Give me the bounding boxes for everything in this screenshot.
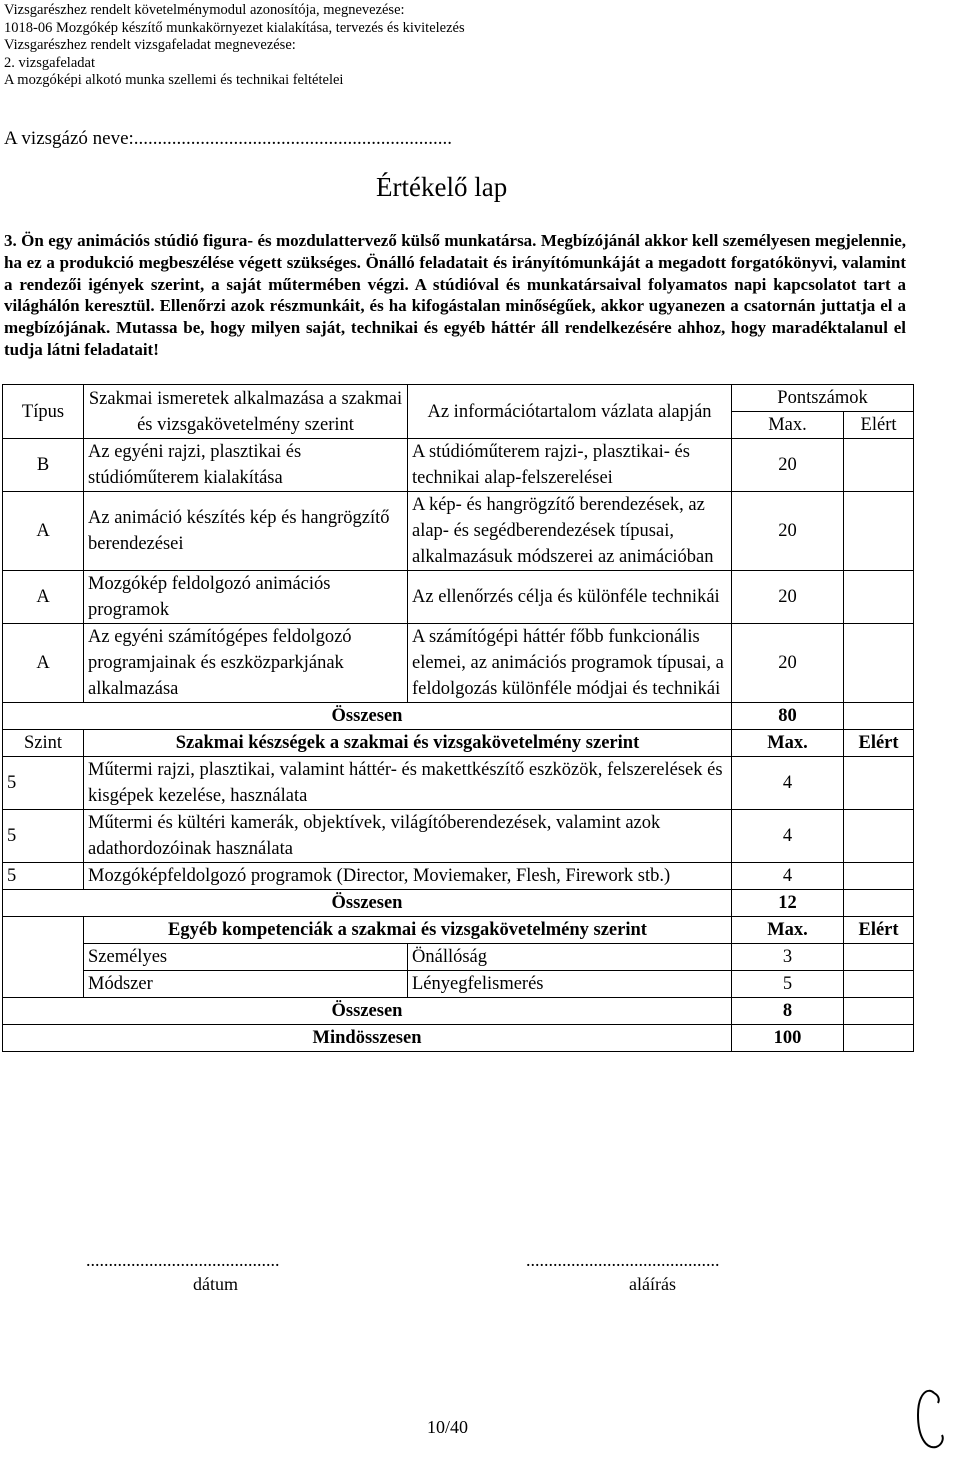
blank-cell [3,971,84,998]
row-skill: Mozgóképfeldolgozó programok (Director, Moviemaker, Flesh, Firework stb.) [84,863,732,890]
row-max: 20 [732,439,844,492]
row-competence: Önállóság [408,944,732,971]
header-info: Az információtartalom vázlata alapján [408,385,732,439]
header-line: 2. vizsgafeladat [4,54,95,71]
table-row [3,439,914,492]
row-knowledge: Mozgókép feldolgozó animációs programok [84,571,408,624]
header-max: Max. [732,917,844,944]
header-max: Max. [732,412,844,439]
header-type: Típus [3,385,84,439]
table-row [3,757,914,810]
page-number: 10/40 [427,1417,469,1437]
table-row [3,810,914,863]
header-knowledge: Szakmai ismeretek alkalmazása a szakmai és vizsgakövetelmény szerint [84,385,408,439]
row-level: 5 [3,810,84,863]
total-max: 80 [732,703,844,730]
candidate-name-line: A vizsgázó neve:................................................................... [4,128,453,149]
row-max: 3 [732,944,844,971]
total-max: 12 [732,890,844,917]
row-knowledge: Az egyéni számítógépes feldolgozó programjainak és eszközparkjának alkalmazása [84,624,408,703]
task-description: 3. Ön egy animációs stúdió figura- és mozdulattervező külső munkatársa. Megbízójánál akkor kell személyesen megjelennie, ha ez a produkció megbeszélése végett szükséges. Önálló feladatait és irányítómunkáját a megadott forgatókönyvi, valamint a rendezői igények szerint, a saját műtermében végzi. A stúdióval és munkatársaival folyamatos napi kapcsolatot tart a világhálón keresztül. Ellenőrzi azok részmunkáit, és ha kifogástalan minőségűek, akkor ugyanezen a csatornán juttatja el a megbízójának. Mutassa be, hogy milyen saját, technikai és egyéb háttér áll rendelkezésére ahhoz, hogy maradéktalanul el tudja látni feladatait! [4,231,906,359]
document-header [4,2,465,90]
grand-total-label: Mindösszesen [3,1025,732,1052]
row-level: 5 [3,757,84,810]
handwritten-initial [912,1385,952,1457]
table-row [3,971,914,998]
row-achieved [844,944,914,971]
total-max: 8 [732,998,844,1025]
total-label: Összesen [3,890,732,917]
row-knowledge: Az animáció készítés kép és hangrögzítő berendezései [84,492,408,571]
signature-label: aláírás [629,1274,676,1294]
row-info: A kép- és hangrögzítő berendezések, az alap- és segédberendezések típusai, alkalmazásuk módszerei az animációban [408,492,732,571]
blank-cell [3,917,84,944]
total-achieved [844,998,914,1025]
header-achieved: Elért [844,917,914,944]
table-row [3,624,914,703]
header-points: Pontszámok [732,385,914,412]
row-max: 4 [732,810,844,863]
row-skill: Műtermi rajzi, plasztikai, valamint háttér- és makettkészítő eszközök, felszerelések és kisgépek kezelése, használata [84,757,732,810]
row-max: 5 [732,971,844,998]
row-max: 20 [732,571,844,624]
total-label: Összesen [3,998,732,1025]
header-max: Max. [732,730,844,757]
row-group: Módszer [84,971,408,998]
total-label: Összesen [3,703,732,730]
row-achieved [844,810,914,863]
row-achieved [844,439,914,492]
row-info: A stúdióműterem rajzi-, plasztikai- és technikai alap-felszerelései [408,439,732,492]
row-achieved [844,492,914,571]
row-knowledge: Az egyéni rajzi, plasztikai és stúdióműterem kialakítása [84,439,408,492]
row-info: Az ellenőrzés célja és különféle technikái [408,571,732,624]
row-achieved [844,624,914,703]
header-level: Szint [3,730,84,757]
row-achieved [844,863,914,890]
row-max: 4 [732,863,844,890]
row-skill: Műtermi és kültéri kamerák, objektívek, világítóberendezések, valamint azok adathordozóinak használata [84,810,732,863]
row-max: 20 [732,624,844,703]
row-info: A számítógépi háttér főbb funkcionális elemei, az animációs programok típusai, a feldolgozás különféle módjai és technikái [408,624,732,703]
row-type: A [3,571,84,624]
evaluation-table [2,384,914,1052]
table-row [3,944,914,971]
grand-total-achieved [844,1025,914,1052]
row-competence: Lényegfelismerés [408,971,732,998]
header-achieved: Elért [844,412,914,439]
date-dots: ........................................... [86,1250,280,1270]
header-line: Vizsgarészhez rendelt vizsgafeladat megnevezése: [4,37,296,54]
table-row [3,863,914,890]
blank-cell [3,944,84,971]
header-achieved: Elért [844,730,914,757]
page-title: Értékelő lap [376,172,508,202]
grand-total-max: 100 [732,1025,844,1052]
total-achieved [844,703,914,730]
header-line: Vizsgarészhez rendelt követelménymodul azonosítója, megnevezése: [4,2,405,18]
row-achieved [844,757,914,810]
row-achieved [844,571,914,624]
row-achieved [844,971,914,998]
table-row [3,571,914,624]
header-line: 1018-06 Mozgókép készítő munkakörnyezet kialakítása, tervezés és kivitelezés [4,19,465,36]
row-group: Személyes [84,944,408,971]
total-achieved [844,890,914,917]
header-skills: Szakmai készségek a szakmai és vizsgakövetelmény szerint [84,730,732,757]
row-max: 4 [732,757,844,810]
row-level: 5 [3,863,84,890]
date-label: dátum [193,1274,238,1294]
header-line: A mozgóképi alkotó munka szellemi és technikai feltételei [4,72,344,89]
table-row [3,492,914,571]
row-type: A [3,492,84,571]
header-other: Egyéb kompetenciák a szakmai és vizsgakövetelmény szerint [84,917,732,944]
row-type: B [3,439,84,492]
row-max: 20 [732,492,844,571]
row-type: A [3,624,84,703]
signature-dots: ........................................... [526,1250,720,1270]
